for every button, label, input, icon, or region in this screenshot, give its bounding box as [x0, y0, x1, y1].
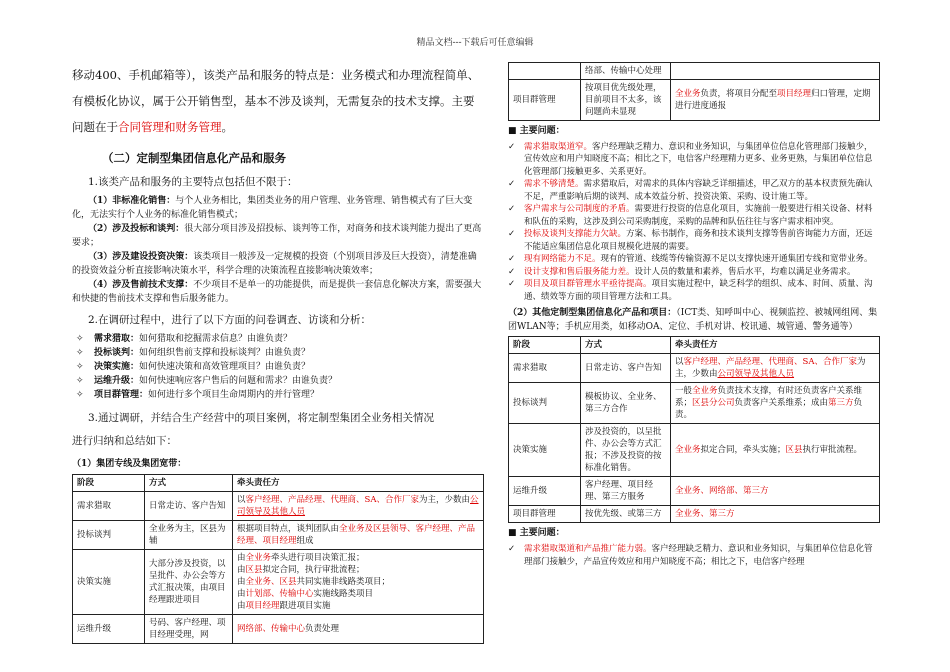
text: 客户经理缺乏精力、意识和业务知识，与集团单位信息化管理部门接触少，宣传效应和用户知晓度不高；相比之下，电信客户经理精力更多、业务更熟，与集团单位信息化管理部门接触更多、关系更好。 [524, 141, 873, 177]
highlight-text: 区县分公司 [692, 398, 735, 409]
table-row [73, 615, 484, 644]
feature-text: 与个人业务相比，集团类业务的用户管理、业务管理、销售模式有了巨大变化，无法实行个人业务的标准化销售模式； [72, 196, 473, 221]
owner-cell: 全业务、第三方 [671, 506, 880, 523]
check-icon: ✓ [508, 141, 516, 152]
feature-label: （3）涉及建设投资决策： [88, 252, 194, 263]
item-text [524, 253, 873, 266]
right-column [508, 62, 880, 568]
other-products-table [508, 336, 880, 523]
text: 执行审批流程。 [802, 445, 863, 456]
method-cell: 日常走访、客户告知 [145, 492, 233, 521]
text: 为主，少数由 [675, 357, 866, 380]
highlight-text: 项目经理 [245, 601, 280, 612]
problems-heading [508, 125, 880, 139]
check-icon: ✓ [508, 254, 516, 265]
paragraph-line [72, 114, 484, 140]
paragraph-line: 有模板化协议，属于公开销售型，基本不涉及谈判，无需复杂的技术支撑。主要 [72, 94, 475, 108]
table-row [73, 550, 484, 615]
table-row [73, 521, 484, 550]
item-intro: 2.在调研过程中，进行了以下方面的问卷调查、访谈和分析： [88, 314, 372, 327]
item-text [524, 278, 880, 303]
feature-text: 该类项目一般涉及一定规模的投资（个别项目涉及巨大投资），清楚准确的投资效益分析直接影响决策水平，科学合理的决策流程直接影响决策效率； [72, 252, 477, 277]
highlight-text: 全业务 [675, 445, 701, 456]
leased-line-table [72, 474, 484, 644]
highlight-text: 合同管理和财务管理 [118, 120, 222, 134]
text: 拟定合同，牵头实施； [700, 445, 786, 456]
text: 问题在于 [72, 120, 118, 134]
text: 由 [237, 589, 246, 600]
check-icon: ✓ [508, 266, 516, 277]
table-row [509, 424, 880, 477]
highlight-text: 计划部、传输中心 [245, 589, 314, 600]
method-cell: 络部、传输中心处理 [581, 63, 671, 80]
item-text [524, 141, 880, 179]
table-title: （1）集团专线及集团宽带： [72, 459, 187, 470]
method-cell: 日常走访、客户告知 [581, 354, 671, 383]
section-heading: （二）定制型集团信息化产品和服务 [102, 151, 286, 165]
list-item [72, 388, 484, 402]
table-title-text: （ICT类、知呼叫中心、视频监控、被城网组网、集团WLAN等；手机应用类，如移动OA、定位、手机对讲、校讯通、城管通、警务通等） [508, 308, 878, 333]
stage-cell: 运维升级 [73, 615, 145, 644]
feature-label: （1）非标准化销售： [88, 196, 176, 207]
highlight-text: 区县 [245, 565, 263, 576]
feature-text: 不少项目不是单一的功能提供，而是提供一套信息化解决方案，需要强大和快捷的售前技术支撑和售后服务能力。 [72, 280, 482, 305]
text: 由 [237, 553, 246, 564]
diamond-bullet-icon: ✧ [76, 362, 84, 373]
method-cell: 按优先级、或第三方 [581, 506, 671, 523]
highlight-text: 全业务、区县 [245, 577, 297, 588]
highlight-text: 投标及谈判支撑能力欠缺。 [524, 229, 627, 240]
item-text: 如何进行多个项目生命周期内的并行管理？ [148, 390, 320, 401]
method-cell: 客户经理、项目经理、第三方服务 [581, 477, 671, 506]
item-text [524, 178, 880, 203]
text: 实施线路类项目 [313, 589, 374, 600]
item-text [524, 203, 880, 228]
col-header: 阶段 [73, 475, 145, 492]
item-label: 决策实施： [94, 362, 140, 373]
diamond-bullet-icon: ✧ [76, 390, 84, 401]
owner-cell [233, 615, 484, 644]
table-header-row [509, 337, 880, 354]
list-item [72, 374, 484, 388]
text: 项目实施过程中，缺乏科学的组织、成本、时间、质量、沟通、绩效等方面的项目管理方法和工具。 [524, 279, 873, 302]
highlight-text: 网络部、传输中心 [237, 624, 306, 635]
table-row [509, 80, 880, 121]
owner-cell [671, 80, 880, 121]
text: 负责，将项目分配至 [700, 89, 778, 99]
highlight-text: 公司领导及其他人员 [237, 495, 479, 518]
item-intro: 3.通过调研，并结合生产经营中的项目案例，将定制型集团全业务相关情况 [88, 412, 435, 425]
text: 根据项目特点，谈判团队由 [237, 524, 340, 535]
stage-cell: 投标谈判 [509, 383, 581, 424]
item-text: 如何组织售前支撑和投标谈判？由谁负责？ [139, 348, 311, 359]
text: 由 [237, 565, 246, 576]
method-cell: 按项目优先级处理，目前项目不太多，该问题尚未显现 [581, 80, 671, 121]
diamond-bullet-icon: ✧ [76, 334, 84, 345]
col-header: 牵头责任方 [233, 475, 484, 492]
list-item [508, 203, 880, 228]
col-header: 牵头责任方 [671, 337, 880, 354]
text: 客户经理缺乏精力、意识和业务知识，与集团单位信息化管理部门接触少，产品宣传效应和用户知晓度不高；相比之下，电信客户经理 [524, 544, 873, 567]
text: 共同实施非线路类项目； [296, 577, 391, 588]
text: 归口管理，定期进行进度通报 [675, 89, 871, 111]
diamond-bullet-icon: ✧ [76, 376, 84, 387]
list-item [508, 266, 880, 279]
highlight-text: 客户需求与公司制度的矛盾。 [524, 204, 635, 215]
list-item [72, 346, 484, 360]
item-label: 投标谈判： [94, 348, 140, 359]
owner-cell [233, 550, 484, 615]
table-row [509, 477, 880, 506]
highlight-text: 需求猎取渠道窄。 [524, 141, 593, 152]
item-text: 如何快速响应客户售后的问题和需求？由谁负责？ [139, 376, 338, 387]
text: 负责。 [675, 398, 863, 421]
text: 由 [237, 601, 246, 612]
text: 以 [675, 357, 684, 368]
list-item [508, 228, 880, 253]
list-item [508, 178, 880, 203]
text: 跟进项目实施 [279, 601, 331, 612]
text: 方案、标书制作，商务和技术谈判支撑等售前咨询能力方面，还远不能适应集团信息化项目规模化进展的需要。 [524, 229, 873, 252]
text: 拟定合同，执行审批流程； [262, 565, 365, 576]
highlight-text: 设计支撑和售后服务能力差。 [524, 266, 635, 277]
text: 负责技术支撑，有时还负责客户关系维系； [675, 386, 863, 409]
highlight-text: 客户经理、产品经理、代理商、SA、合作厂家 [245, 495, 419, 506]
item-label: 项目群管理： [94, 390, 149, 401]
owner-line [237, 552, 479, 564]
item-intro: 进行归纳和总结如下： [72, 435, 177, 448]
feature-text: 很大部分项目涉及招投标、谈判等工作，对商务和技术谈判能力提出了更高要求； [72, 224, 482, 249]
text: 。 [221, 120, 233, 134]
owner-line [237, 576, 479, 588]
text: 主要问题： [519, 528, 565, 539]
highlight-text: 全业务 [675, 89, 701, 99]
table-row [73, 492, 484, 521]
stage-cell [509, 63, 581, 80]
table-row [509, 383, 880, 424]
diamond-bullet-icon: ✧ [76, 348, 84, 359]
method-cell: 模板协议、全业务、第三方合作 [581, 383, 671, 424]
method-cell: 全业务为主，区县为辅 [145, 521, 233, 550]
list-item [508, 278, 880, 303]
text: 需要进行投资的信息化项目，实施前一般要进行相关设备、材料和队伍的采购，这涉及到公司采购制度，采购的品牌和队伍往往与客户需求相冲突。 [524, 204, 873, 227]
stage-cell: 决策实施 [73, 550, 145, 615]
check-icon: ✓ [508, 179, 516, 190]
method-cell: 大部分涉及投资，以呈批件、办公会等方式汇报决策，由项目经理跟进项目 [145, 550, 233, 615]
col-header: 方式 [581, 337, 671, 354]
feature-label: （2）涉及投标和谈判： [88, 224, 185, 235]
paragraph-line: 移动400、手机邮箱等），该类产品和服务的特点是：业务模式和办理流程简单、 [72, 68, 480, 82]
stage-cell: 需求猎取 [509, 354, 581, 383]
text: 设计人员的数量和素养，售后水平，均难以满足业务需求。 [634, 266, 856, 277]
feature-paragraph [72, 278, 484, 306]
highlight-text: 需求不够清楚。 [524, 179, 584, 190]
item-text [524, 266, 856, 279]
list-item [508, 141, 880, 179]
table-row [509, 506, 880, 523]
table-header-row [73, 475, 484, 492]
highlight-text: 项目经理 [777, 89, 812, 99]
highlight-text: 需求猎取渠道和产品推广能力弱。 [524, 544, 652, 555]
table-title [508, 306, 880, 334]
stage-cell: 投标谈判 [73, 521, 145, 550]
item-text: 如何猎取和挖掘需求信息？由谁负责？ [139, 334, 293, 345]
check-icon: ✓ [508, 229, 516, 240]
text: 主要问题： [519, 126, 565, 136]
highlight-text: 项目及项目群管理水平亟待提高。 [524, 279, 652, 290]
owner-cell [671, 424, 880, 477]
highlight-text: 第三方 [828, 398, 854, 409]
highlight-text: 公司领导及其他人员 [717, 369, 795, 380]
text: 由 [237, 577, 246, 588]
feature-label: （4）涉及售前技术支撑： [88, 280, 194, 291]
check-icon: ✓ [508, 544, 516, 555]
list-item [72, 360, 484, 374]
leased-line-table-continued [508, 62, 880, 121]
list-item [72, 332, 484, 346]
stage-cell: 需求猎取 [73, 492, 145, 521]
owner-line [237, 600, 479, 612]
item-text [524, 228, 880, 253]
owner-line [237, 564, 479, 576]
owner-cell [671, 63, 880, 80]
col-header: 阶段 [509, 337, 581, 354]
owner-cell [233, 521, 484, 550]
text: 现有的管道、线缆等传输资源不足以支撑快速开通集团专线和宽带业务。 [600, 254, 873, 265]
highlight-text: 客户经理、产品经理、代理商、SA、合作厂家 [683, 357, 857, 368]
text: 以 [237, 495, 246, 506]
feature-paragraph [72, 250, 484, 278]
highlight-text: 现有网络能力不足。 [524, 254, 601, 265]
text: 负责客户关系维系；成由 [734, 398, 829, 409]
check-icon: ✓ [508, 279, 516, 290]
problems-heading [508, 527, 880, 541]
stage-cell: 项目群管理 [509, 80, 581, 121]
list-item [508, 253, 880, 266]
item-label: 需求猎取： [94, 334, 140, 345]
owner-cell [671, 383, 880, 424]
stage-cell: 决策实施 [509, 424, 581, 477]
highlight-text: 全业务 [692, 386, 718, 397]
item-label: 运维升级： [94, 376, 140, 387]
page-header: 精品文档---下载后可任意编辑 [416, 38, 534, 48]
text: 一般 [675, 386, 693, 397]
text: 需求猎取后，对需求的具体内容缺乏详细描述，甲乙双方的基本权责预先确认不足，严重影响后期的谈判、成本效益分析、投资决策、采购、设计施工等。 [524, 179, 873, 202]
survey-list [72, 332, 484, 402]
text: 组成 [296, 536, 314, 547]
owner-line [237, 588, 479, 600]
method-cell: 号码、客户经理、项目经理受理，网 [145, 615, 233, 644]
text: 牵头进行项目决策汇报； [271, 553, 365, 564]
owner-cell: 全业务、网络部、第三方 [671, 477, 880, 506]
owner-cell [233, 492, 484, 521]
owner-cell [671, 354, 880, 383]
feature-paragraph [72, 222, 484, 250]
item-text: 如何快速决策和高效管理项目？由谁负责？ [139, 362, 311, 373]
stage-cell: 运维升级 [509, 477, 581, 506]
highlight-text: 全业务 [245, 553, 272, 564]
check-icon: ✓ [508, 204, 516, 215]
table-title-label: （2）其他定制型集团信息化产品和项目： [508, 308, 677, 319]
square-bullet-icon: ■ [508, 126, 517, 136]
item-text [524, 543, 880, 568]
square-bullet-icon: ■ [508, 528, 517, 539]
text: 为主，少数由 [418, 495, 470, 506]
problems-list [508, 141, 880, 304]
table-row [509, 63, 880, 80]
item-intro: 1.该类产品和服务的主要特点包括但不限于： [88, 175, 298, 188]
left-column [72, 62, 484, 644]
highlight-text: 全业务及区县领导、客户经理、产品经理、项目经理 [237, 524, 476, 547]
feature-paragraph [72, 194, 484, 222]
col-header: 方式 [145, 475, 233, 492]
list-item [508, 543, 880, 568]
table-row [509, 354, 880, 383]
stage-cell: 项目群管理 [509, 506, 581, 523]
text: 负责处理 [305, 624, 340, 635]
method-cell: 涉及投资的，以呈批件、办公会等方式汇报；不涉及投资的按标准化销售。 [581, 424, 671, 477]
highlight-text: 区县 [785, 445, 803, 456]
